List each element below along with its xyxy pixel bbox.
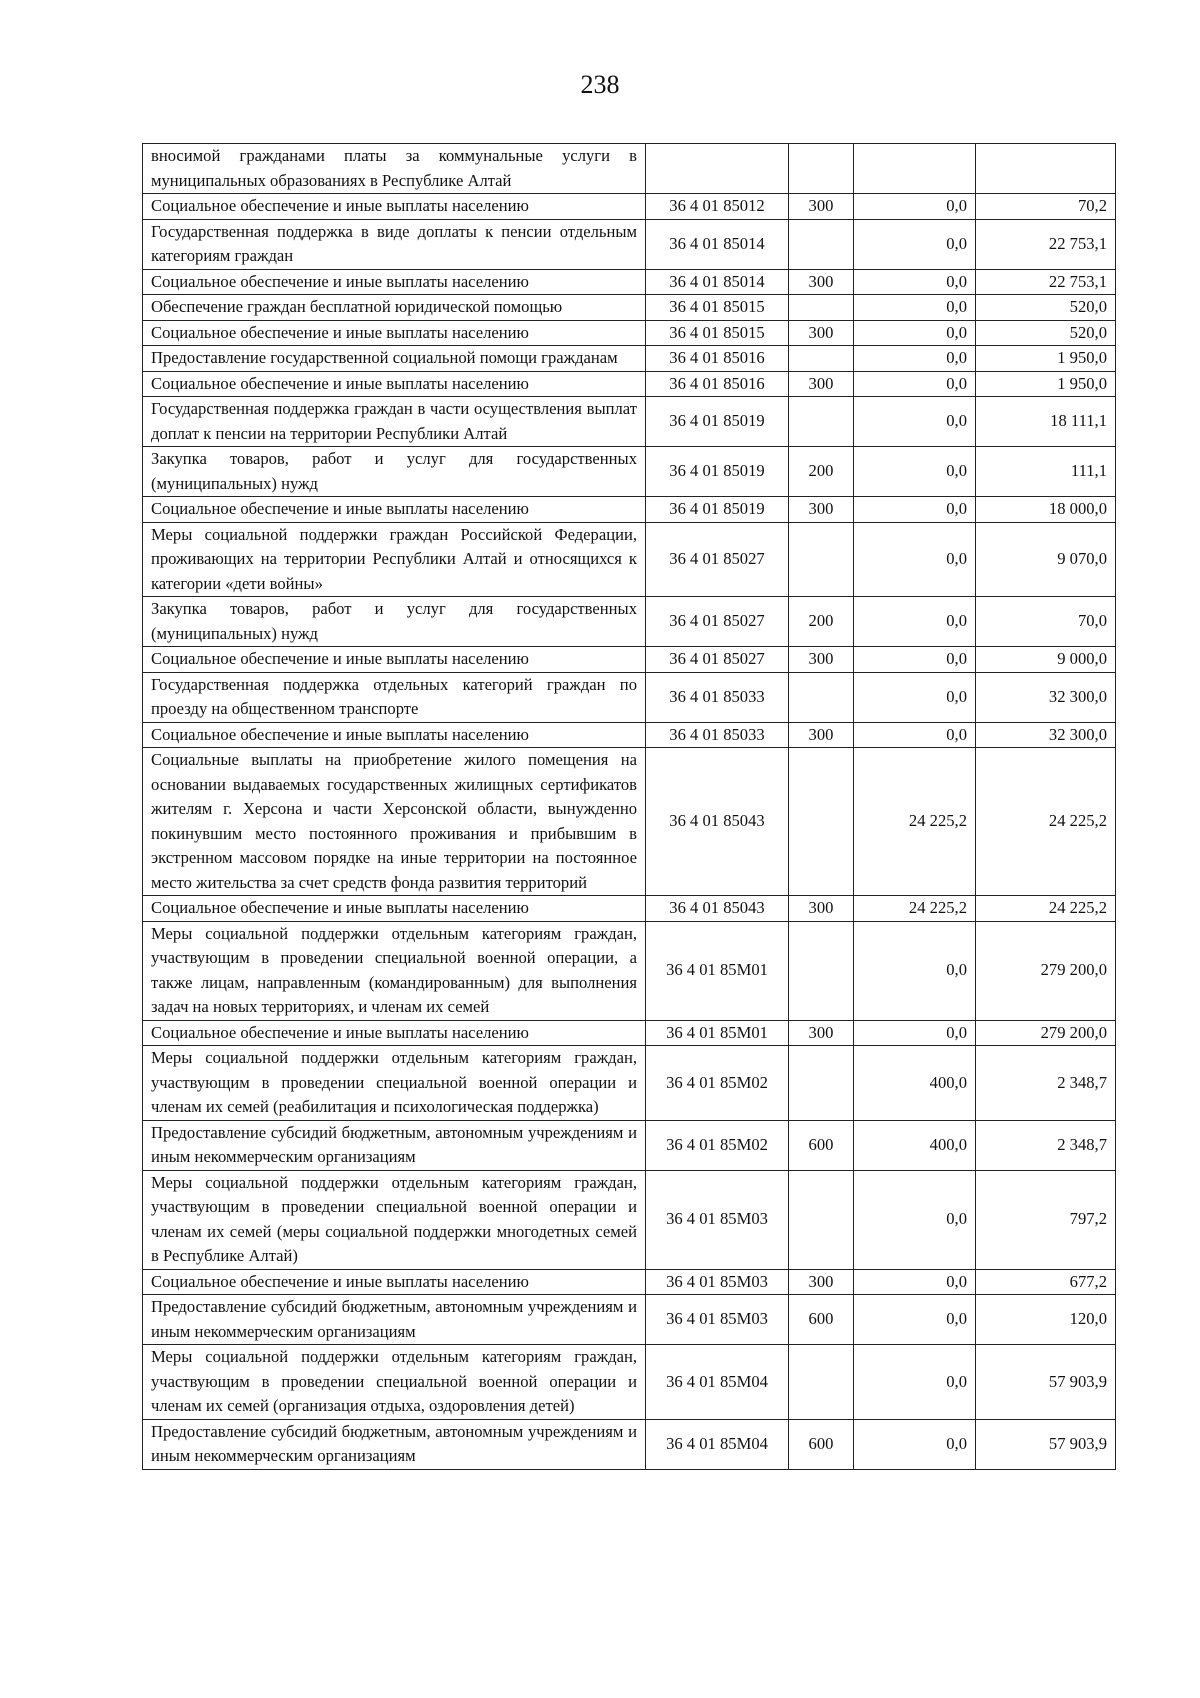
expense-type-cell: 300 — [789, 269, 854, 295]
table-row — [143, 1046, 1116, 1121]
amount-total-cell: 279 200,0 — [976, 921, 1116, 1020]
expense-type-cell — [789, 397, 854, 447]
table-row — [143, 219, 1116, 269]
amount-total-cell: 677,2 — [976, 1269, 1116, 1295]
amount-total-cell: 18 000,0 — [976, 497, 1116, 523]
table-row — [143, 748, 1116, 896]
expense-type-cell: 600 — [789, 1295, 854, 1345]
table-row — [143, 1170, 1116, 1269]
target-article-cell: 36 4 01 85М04 — [646, 1345, 789, 1420]
target-article-cell: 36 4 01 85М02 — [646, 1120, 789, 1170]
budget-table-body — [143, 144, 1116, 1470]
target-article-cell: 36 4 01 85043 — [646, 748, 789, 896]
expense-type-cell — [789, 1170, 854, 1269]
expense-type-cell — [789, 921, 854, 1020]
amount-total-cell: 70,2 — [976, 194, 1116, 220]
target-article-cell: 36 4 01 85019 — [646, 447, 789, 497]
target-article-cell: 36 4 01 85019 — [646, 497, 789, 523]
expense-name-cell: Социальное обеспечение и иные выплаты населению — [143, 269, 646, 295]
table-row — [143, 522, 1116, 597]
target-article-cell — [646, 144, 789, 194]
budget-table — [142, 143, 1116, 1470]
expense-name-cell: Социальное обеспечение и иные выплаты населению — [143, 722, 646, 748]
amount-total-cell: 24 225,2 — [976, 748, 1116, 896]
expense-name-cell: Государственная поддержка отдельных категорий граждан по проезду на общественном транспорте — [143, 672, 646, 722]
expense-name-cell: Закупка товаров, работ и услуг для государственных (муниципальных) нужд — [143, 447, 646, 497]
expense-name-cell: Предоставление субсидий бюджетным, автономным учреждениям и иным некоммерческим организациям — [143, 1120, 646, 1170]
table-row — [143, 1020, 1116, 1046]
page-number: 238 — [580, 70, 620, 99]
amount-total-cell: 57 903,9 — [976, 1419, 1116, 1469]
amount-total-cell: 32 300,0 — [976, 722, 1116, 748]
expense-type-cell: 300 — [789, 371, 854, 397]
expense-name-cell: Социальное обеспечение и иные выплаты населению — [143, 497, 646, 523]
amount-federal-cell: 0,0 — [854, 522, 976, 597]
target-article-cell: 36 4 01 85014 — [646, 219, 789, 269]
expense-name-cell: Социальное обеспечение и иные выплаты населению — [143, 1020, 646, 1046]
target-article-cell: 36 4 01 85М02 — [646, 1046, 789, 1121]
amount-total-cell: 22 753,1 — [976, 219, 1116, 269]
target-article-cell: 36 4 01 85043 — [646, 896, 789, 922]
amount-total-cell: 22 753,1 — [976, 269, 1116, 295]
expense-name-cell: Меры социальной поддержки отдельным категориям граждан, участвующим в проведении специальной военной операции и членам их семей (меры социальной поддержки многодетных семей в Республике Алтай) — [143, 1170, 646, 1269]
amount-federal-cell: 0,0 — [854, 1419, 976, 1469]
amount-total-cell: 111,1 — [976, 447, 1116, 497]
expense-name-cell: Социальное обеспечение и иные выплаты населению — [143, 194, 646, 220]
amount-federal-cell: 0,0 — [854, 597, 976, 647]
expense-type-cell — [789, 672, 854, 722]
amount-total-cell: 24 225,2 — [976, 896, 1116, 922]
amount-federal-cell: 0,0 — [854, 1020, 976, 1046]
amount-total-cell: 520,0 — [976, 320, 1116, 346]
amount-federal-cell: 0,0 — [854, 497, 976, 523]
amount-total-cell: 1 950,0 — [976, 346, 1116, 372]
amount-federal-cell: 0,0 — [854, 397, 976, 447]
table-row — [143, 144, 1116, 194]
target-article-cell: 36 4 01 85033 — [646, 672, 789, 722]
amount-federal-cell: 0,0 — [854, 295, 976, 321]
target-article-cell: 36 4 01 85016 — [646, 346, 789, 372]
expense-type-cell — [789, 346, 854, 372]
expense-name-cell: Социальное обеспечение и иные выплаты населению — [143, 1269, 646, 1295]
target-article-cell: 36 4 01 85012 — [646, 194, 789, 220]
expense-type-cell: 200 — [789, 447, 854, 497]
table-row — [143, 371, 1116, 397]
expense-name-cell: Предоставление субсидий бюджетным, автономным учреждениям и иным некоммерческим организациям — [143, 1295, 646, 1345]
target-article-cell: 36 4 01 85М03 — [646, 1269, 789, 1295]
expense-name-cell: Социальное обеспечение и иные выплаты населению — [143, 896, 646, 922]
amount-total-cell: 2 348,7 — [976, 1120, 1116, 1170]
amount-federal-cell: 0,0 — [854, 447, 976, 497]
table-row — [143, 1419, 1116, 1469]
expense-type-cell — [789, 295, 854, 321]
amount-federal-cell: 24 225,2 — [854, 748, 976, 896]
expense-name-cell: Социальные выплаты на приобретение жилого помещения на основании выдаваемых государственных жилищных сертификатов жителям г. Херсона и части Херсонской области, вынужденно покинувшим место постоянного проживания и прибывшим в экстренном массовом порядке на иные территории на постоянное место жительства за счет средств фонда развития территорий — [143, 748, 646, 896]
table-row — [143, 896, 1116, 922]
expense-type-cell: 300 — [789, 896, 854, 922]
table-row — [143, 722, 1116, 748]
amount-federal-cell: 0,0 — [854, 722, 976, 748]
expense-type-cell: 300 — [789, 320, 854, 346]
amount-federal-cell: 0,0 — [854, 1170, 976, 1269]
amount-federal-cell: 0,0 — [854, 194, 976, 220]
expense-type-cell — [789, 144, 854, 194]
expense-type-cell: 300 — [789, 194, 854, 220]
expense-name-cell: Государственная поддержка граждан в части осуществления выплат доплат к пенсии на территории Республики Алтай — [143, 397, 646, 447]
amount-total-cell: 2 348,7 — [976, 1046, 1116, 1121]
table-row — [143, 194, 1116, 220]
expense-type-cell: 200 — [789, 597, 854, 647]
table-row — [143, 1120, 1116, 1170]
table-row — [143, 1269, 1116, 1295]
expense-type-cell: 300 — [789, 1020, 854, 1046]
target-article-cell: 36 4 01 85015 — [646, 295, 789, 321]
amount-total-cell: 18 111,1 — [976, 397, 1116, 447]
amount-total-cell: 520,0 — [976, 295, 1116, 321]
table-row — [143, 320, 1116, 346]
amount-federal-cell: 0,0 — [854, 1269, 976, 1295]
table-row — [143, 597, 1116, 647]
amount-total-cell: 279 200,0 — [976, 1020, 1116, 1046]
expense-name-cell: Меры социальной поддержки отдельным категориям граждан, участвующим в проведении специальной военной операции и членам их семей (реабилитация и психологическая поддержка) — [143, 1046, 646, 1121]
amount-federal-cell: 0,0 — [854, 371, 976, 397]
table-row — [143, 397, 1116, 447]
expense-name-cell: Социальное обеспечение и иные выплаты населению — [143, 647, 646, 673]
expense-name-cell: Социальное обеспечение и иные выплаты населению — [143, 371, 646, 397]
table-row — [143, 295, 1116, 321]
amount-total-cell: 9 070,0 — [976, 522, 1116, 597]
expense-type-cell — [789, 219, 854, 269]
expense-name-cell: Государственная поддержка в виде доплаты к пенсии отдельным категориям граждан — [143, 219, 646, 269]
amount-federal-cell — [854, 144, 976, 194]
table-row — [143, 1345, 1116, 1420]
expense-name-cell: Предоставление государственной социальной помощи гражданам — [143, 346, 646, 372]
target-article-cell: 36 4 01 85М01 — [646, 1020, 789, 1046]
expense-name-cell: Меры социальной поддержки граждан Российской Федерации, проживающих на территории Республики Алтай и относящихся к категории «дети войны» — [143, 522, 646, 597]
expense-type-cell — [789, 748, 854, 896]
amount-federal-cell: 400,0 — [854, 1046, 976, 1121]
amount-total-cell: 70,0 — [976, 597, 1116, 647]
amount-federal-cell: 0,0 — [854, 346, 976, 372]
target-article-cell: 36 4 01 85014 — [646, 269, 789, 295]
amount-total-cell — [976, 144, 1116, 194]
expense-type-cell: 300 — [789, 722, 854, 748]
expense-type-cell — [789, 522, 854, 597]
expense-type-cell: 300 — [789, 647, 854, 673]
target-article-cell: 36 4 01 85015 — [646, 320, 789, 346]
expense-name-cell: Предоставление субсидий бюджетным, автономным учреждениям и иным некоммерческим организациям — [143, 1419, 646, 1469]
table-row — [143, 921, 1116, 1020]
table-row — [143, 1295, 1116, 1345]
target-article-cell: 36 4 01 85027 — [646, 647, 789, 673]
amount-total-cell: 1 950,0 — [976, 371, 1116, 397]
target-article-cell: 36 4 01 85027 — [646, 597, 789, 647]
expense-name-cell: Меры социальной поддержки отдельным категориям граждан, участвующим в проведении специальной военной операции и членам их семей (организация отдыха, оздоровления детей) — [143, 1345, 646, 1420]
amount-total-cell: 120,0 — [976, 1295, 1116, 1345]
amount-federal-cell: 0,0 — [854, 672, 976, 722]
amount-federal-cell: 0,0 — [854, 1295, 976, 1345]
table-row — [143, 672, 1116, 722]
table-row — [143, 497, 1116, 523]
expense-type-cell: 600 — [789, 1419, 854, 1469]
target-article-cell: 36 4 01 85016 — [646, 371, 789, 397]
target-article-cell: 36 4 01 85М03 — [646, 1170, 789, 1269]
expense-type-cell: 600 — [789, 1120, 854, 1170]
expense-name-cell: Социальное обеспечение и иные выплаты населению — [143, 320, 646, 346]
amount-total-cell: 9 000,0 — [976, 647, 1116, 673]
target-article-cell: 36 4 01 85019 — [646, 397, 789, 447]
expense-type-cell — [789, 1345, 854, 1420]
expense-type-cell — [789, 1046, 854, 1121]
amount-federal-cell: 0,0 — [854, 1345, 976, 1420]
amount-federal-cell: 0,0 — [854, 320, 976, 346]
target-article-cell: 36 4 01 85033 — [646, 722, 789, 748]
target-article-cell: 36 4 01 85М03 — [646, 1295, 789, 1345]
amount-total-cell: 797,2 — [976, 1170, 1116, 1269]
target-article-cell: 36 4 01 85М01 — [646, 921, 789, 1020]
amount-federal-cell: 24 225,2 — [854, 896, 976, 922]
amount-total-cell: 32 300,0 — [976, 672, 1116, 722]
expense-name-cell: Обеспечение граждан бесплатной юридической помощью — [143, 295, 646, 321]
expense-name-cell: Меры социальной поддержки отдельным категориям граждан, участвующим в проведении специальной военной операции, а также лицам, направленным (командированным) для выполнения задач на новых территориях, и членам их семей — [143, 921, 646, 1020]
table-row — [143, 346, 1116, 372]
expense-type-cell: 300 — [789, 497, 854, 523]
table-row — [143, 269, 1116, 295]
amount-federal-cell: 0,0 — [854, 269, 976, 295]
table-row — [143, 447, 1116, 497]
amount-federal-cell: 0,0 — [854, 219, 976, 269]
amount-federal-cell: 0,0 — [854, 647, 976, 673]
target-article-cell: 36 4 01 85027 — [646, 522, 789, 597]
amount-total-cell: 57 903,9 — [976, 1345, 1116, 1420]
target-article-cell: 36 4 01 85М04 — [646, 1419, 789, 1469]
expense-name-cell: вносимой гражданами платы за коммунальные услуги в муниципальных образованиях в Республике Алтай — [143, 144, 646, 194]
amount-federal-cell: 400,0 — [854, 1120, 976, 1170]
expense-name-cell: Закупка товаров, работ и услуг для государственных (муниципальных) нужд — [143, 597, 646, 647]
amount-federal-cell: 0,0 — [854, 921, 976, 1020]
expense-type-cell: 300 — [789, 1269, 854, 1295]
table-row — [143, 647, 1116, 673]
